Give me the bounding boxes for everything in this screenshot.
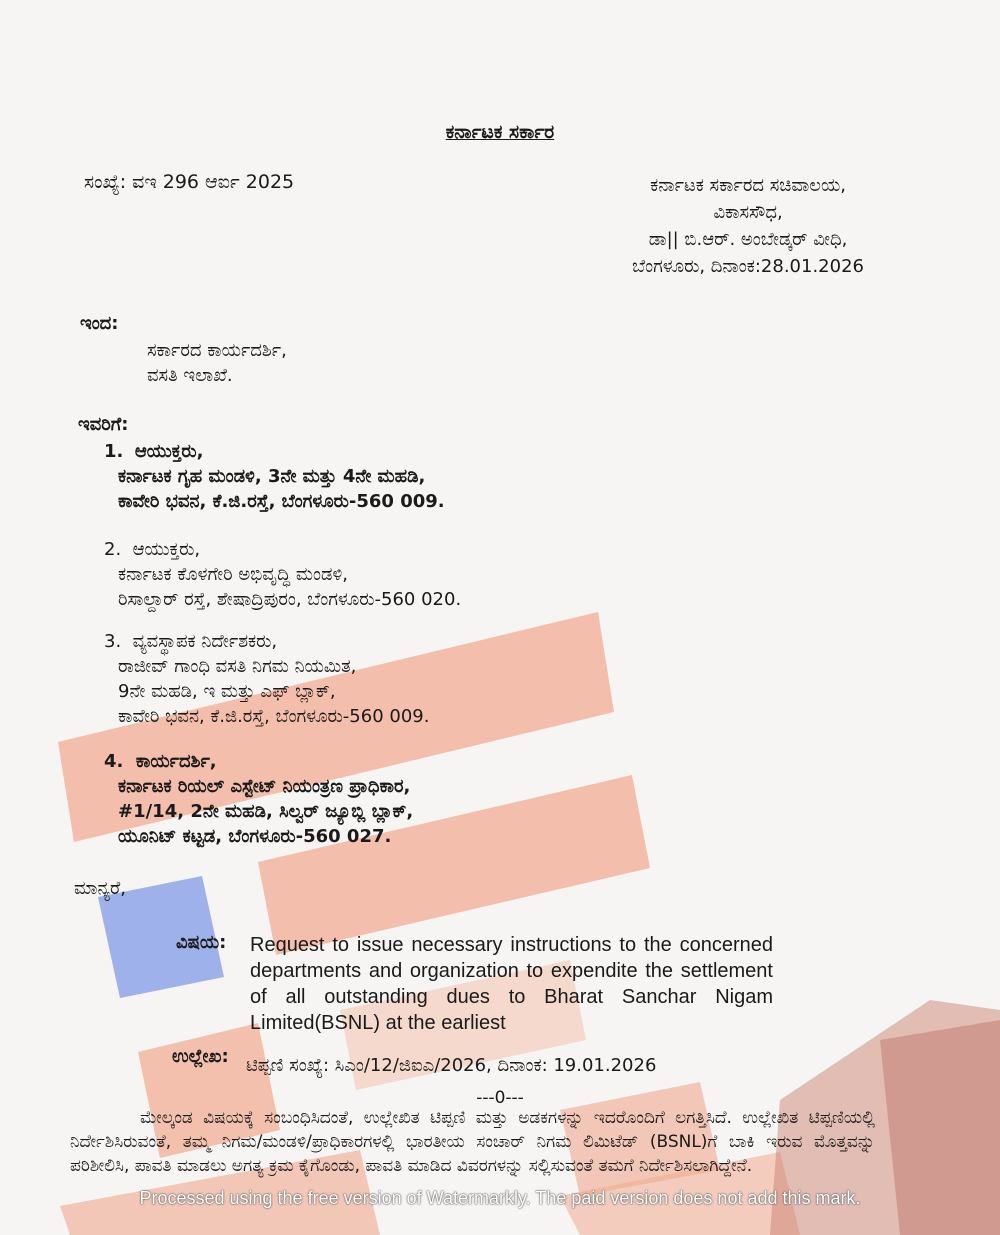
recipient-3: [104, 629, 429, 729]
watermark-text: Processed using the free version of Watermarkly. The paid version does not add this mark.: [139, 1188, 861, 1208]
recipient-line: ಕಾವೇರಿ ಭವನ, ಕೆ.ಜಿ.ರಸ್ತೆ, ಬೆಂಗಳೂರು-560 009.: [118, 706, 430, 727]
address-line-2: ವಿಕಾಸಸೌಧ,: [713, 202, 783, 223]
recipient-2: [104, 537, 461, 612]
body-paragraph-text: ಮೇಲ್ಕಂಡ ವಿಷಯಕ್ಕೆ ಸಂಬಂಧಿಸಿದಂತೆ, ಉಲ್ಲೇಖಿತ ಟಿಪ್ಪಣಿ ಮತ್ತು ಅಡಕಗಳನ್ನು ಇದರೊಂದಿಗೆ ಲಗತ್ತಿಸಿದೆ. ಉಲ್ಲೇಖಿತ ಟಿಪ್ಪಣಿಯಲ್ಲಿ ನಿರ್ದೇಶಿಸಿರುವಂತೆ, ತಮ್ಮ ನಿಗಮ/ಮಂಡಳಿ/ಪ್ರಾಧಿಕಾರಗಳಲ್ಲಿ ಭಾರತೀಯ ಸಂಚಾರ್ ನಿಗಮ ಲಿಮಿಟೆಡ್ (BSNL)ಗೆ ಬಾಕಿ ಇರುವ ಮೊತ್ತವನ್ನು ಪರಿಶೀಲಿಸಿ, ಪಾವತಿ ಮಾಡಲು ಅಗತ್ಯ ಕ್ರಮ ಕೈಗೊಂಡು, ಪಾವತಿ ಮಾಡಿದ ವಿವರಗಳನ್ನು ಸಲ್ಲಿಸುವಂತೆ ತಮಗೆ ನಿರ್ದೇಶಿಸಲಾಗಿದ್ದೇನೆ.: [70, 1108, 875, 1176]
recipient-line: ರಾಜೀವ್ ಗಾಂಧಿ ವಸತಿ ನಿಗಮ ನಿಯಮಿತ,: [118, 656, 357, 677]
to-label: ಇವರಿಗೆ:: [78, 414, 129, 435]
recipient-title: ಆಯುಕ್ತರು,: [134, 441, 204, 462]
recipient-1: [104, 439, 445, 514]
address-line-4-date: ಬೆಂಗಳೂರು, ದಿನಾಂಕ:28.01.2026: [632, 256, 864, 277]
recipient-line: ಕರ್ನಾಟಕ ಕೊಳಗೇರಿ ಅಭಿವೃದ್ಧಿ ಮಂಡಳಿ,: [118, 564, 348, 585]
recipient-title: ಆಯುಕ್ತರು,: [132, 539, 201, 560]
salutation: ಮಾನ್ಯರೆ,: [74, 878, 126, 899]
recipient-line: ಕರ್ನಾಟಕ ರಿಯಲ್ ಎಸ್ಟೇಟ್ ನಿಯಂತ್ರಣ ಪ್ರಾಧಿಕಾರ,: [118, 776, 411, 797]
recipient-line: ಯೂನಿಟ್ ಕಟ್ಟಡ, ಬೆಂಗಳೂರು-560 027.: [118, 826, 392, 847]
recipient-title: ಕಾರ್ಯದರ್ಶಿ,: [135, 751, 217, 772]
document-title: ಕರ್ನಾಟಕ ಸರ್ಕಾರ: [445, 121, 555, 143]
sender-address: [632, 172, 864, 280]
subject-text: Request to issue necessary instructions to the concerned departments and organization to expendite the settlement of all outstanding dues to Bharat Sanchar Nigam Limited(BSNL) at the earliest: [250, 934, 773, 1034]
address-line-3: ಡಾ|| ಬಿ.ಆರ್. ಅಂಬೇಡ್ಕರ್ ವೀಧಿ,: [648, 229, 848, 250]
body-paragraph: [70, 1106, 875, 1178]
reference-number: ಸಂಖ್ಯೆ: ವಇ 296 ಆರ್ಐ 2025: [84, 171, 295, 193]
recipient-line: ಕಾವೇರಿ ಭವನ, ಕೆ.ಜಿ.ರಸ್ತೆ, ಬೆಂಗಳೂರು-560 009.: [118, 491, 445, 512]
reference-label: ಉಲ್ಲೇಖ:: [172, 1046, 229, 1067]
recipient-line: 9ನೇ ಮಹಡಿ, ಇ ಮತ್ತು ಎಫ್ ಬ್ಲಾಕ್,: [118, 681, 336, 702]
reference-text: ಟಿಪ್ಪಣಿ ಸಂಖ್ಯೆ: ಸಿಎಂ/12/ಜಿಐಎ/2026, ದಿನಾಂಕ: 19.01.2026: [246, 1055, 657, 1076]
address-line-1: ಕರ್ನಾಟಕ ಸರ್ಕಾರದ ಸಚಿವಾಲಯ,: [650, 175, 846, 196]
from-line-1: ಸರ್ಕಾರದ ಕಾರ್ಯದರ್ಶಿ,: [147, 340, 287, 361]
from-label: ಇಂದ:: [80, 313, 119, 334]
recipient-number: 4.: [104, 751, 124, 772]
recipient-title: ವ್ಯವಸ್ಥಾಪಕ ನಿರ್ದೇಶಕರು,: [132, 631, 278, 652]
recipient-line: #1/14, 2ನೇ ಮಹಡಿ, ಸಿಲ್ವರ್ ಜ್ಯೂಬ್ಲಿ ಬ್ಲಾಕ್,: [118, 801, 414, 822]
recipient-line: ಕರ್ನಾಟಕ ಗೃಹ ಮಂಡಳಿ, 3ನೇ ಮತ್ತು 4ನೇ ಮಹಡಿ,: [118, 466, 426, 487]
from-line-2: ವಸತಿ ಇಲಾಖೆ.: [147, 365, 233, 386]
recipient-line: ರಿಸಾಲ್ದಾರ್ ರಸ್ತೆ, ಶೇಷಾದ್ರಿಪುರಂ, ಬೆಂಗಳೂರು-560 020.: [118, 589, 462, 610]
subject-label: ವಿಷಯ:: [176, 932, 227, 953]
recipient-4: [104, 749, 413, 849]
separator: ---0---: [476, 1088, 524, 1108]
recipient-number: 3.: [104, 631, 122, 652]
recipient-number: 2.: [104, 539, 122, 560]
recipient-number: 1.: [104, 441, 124, 462]
